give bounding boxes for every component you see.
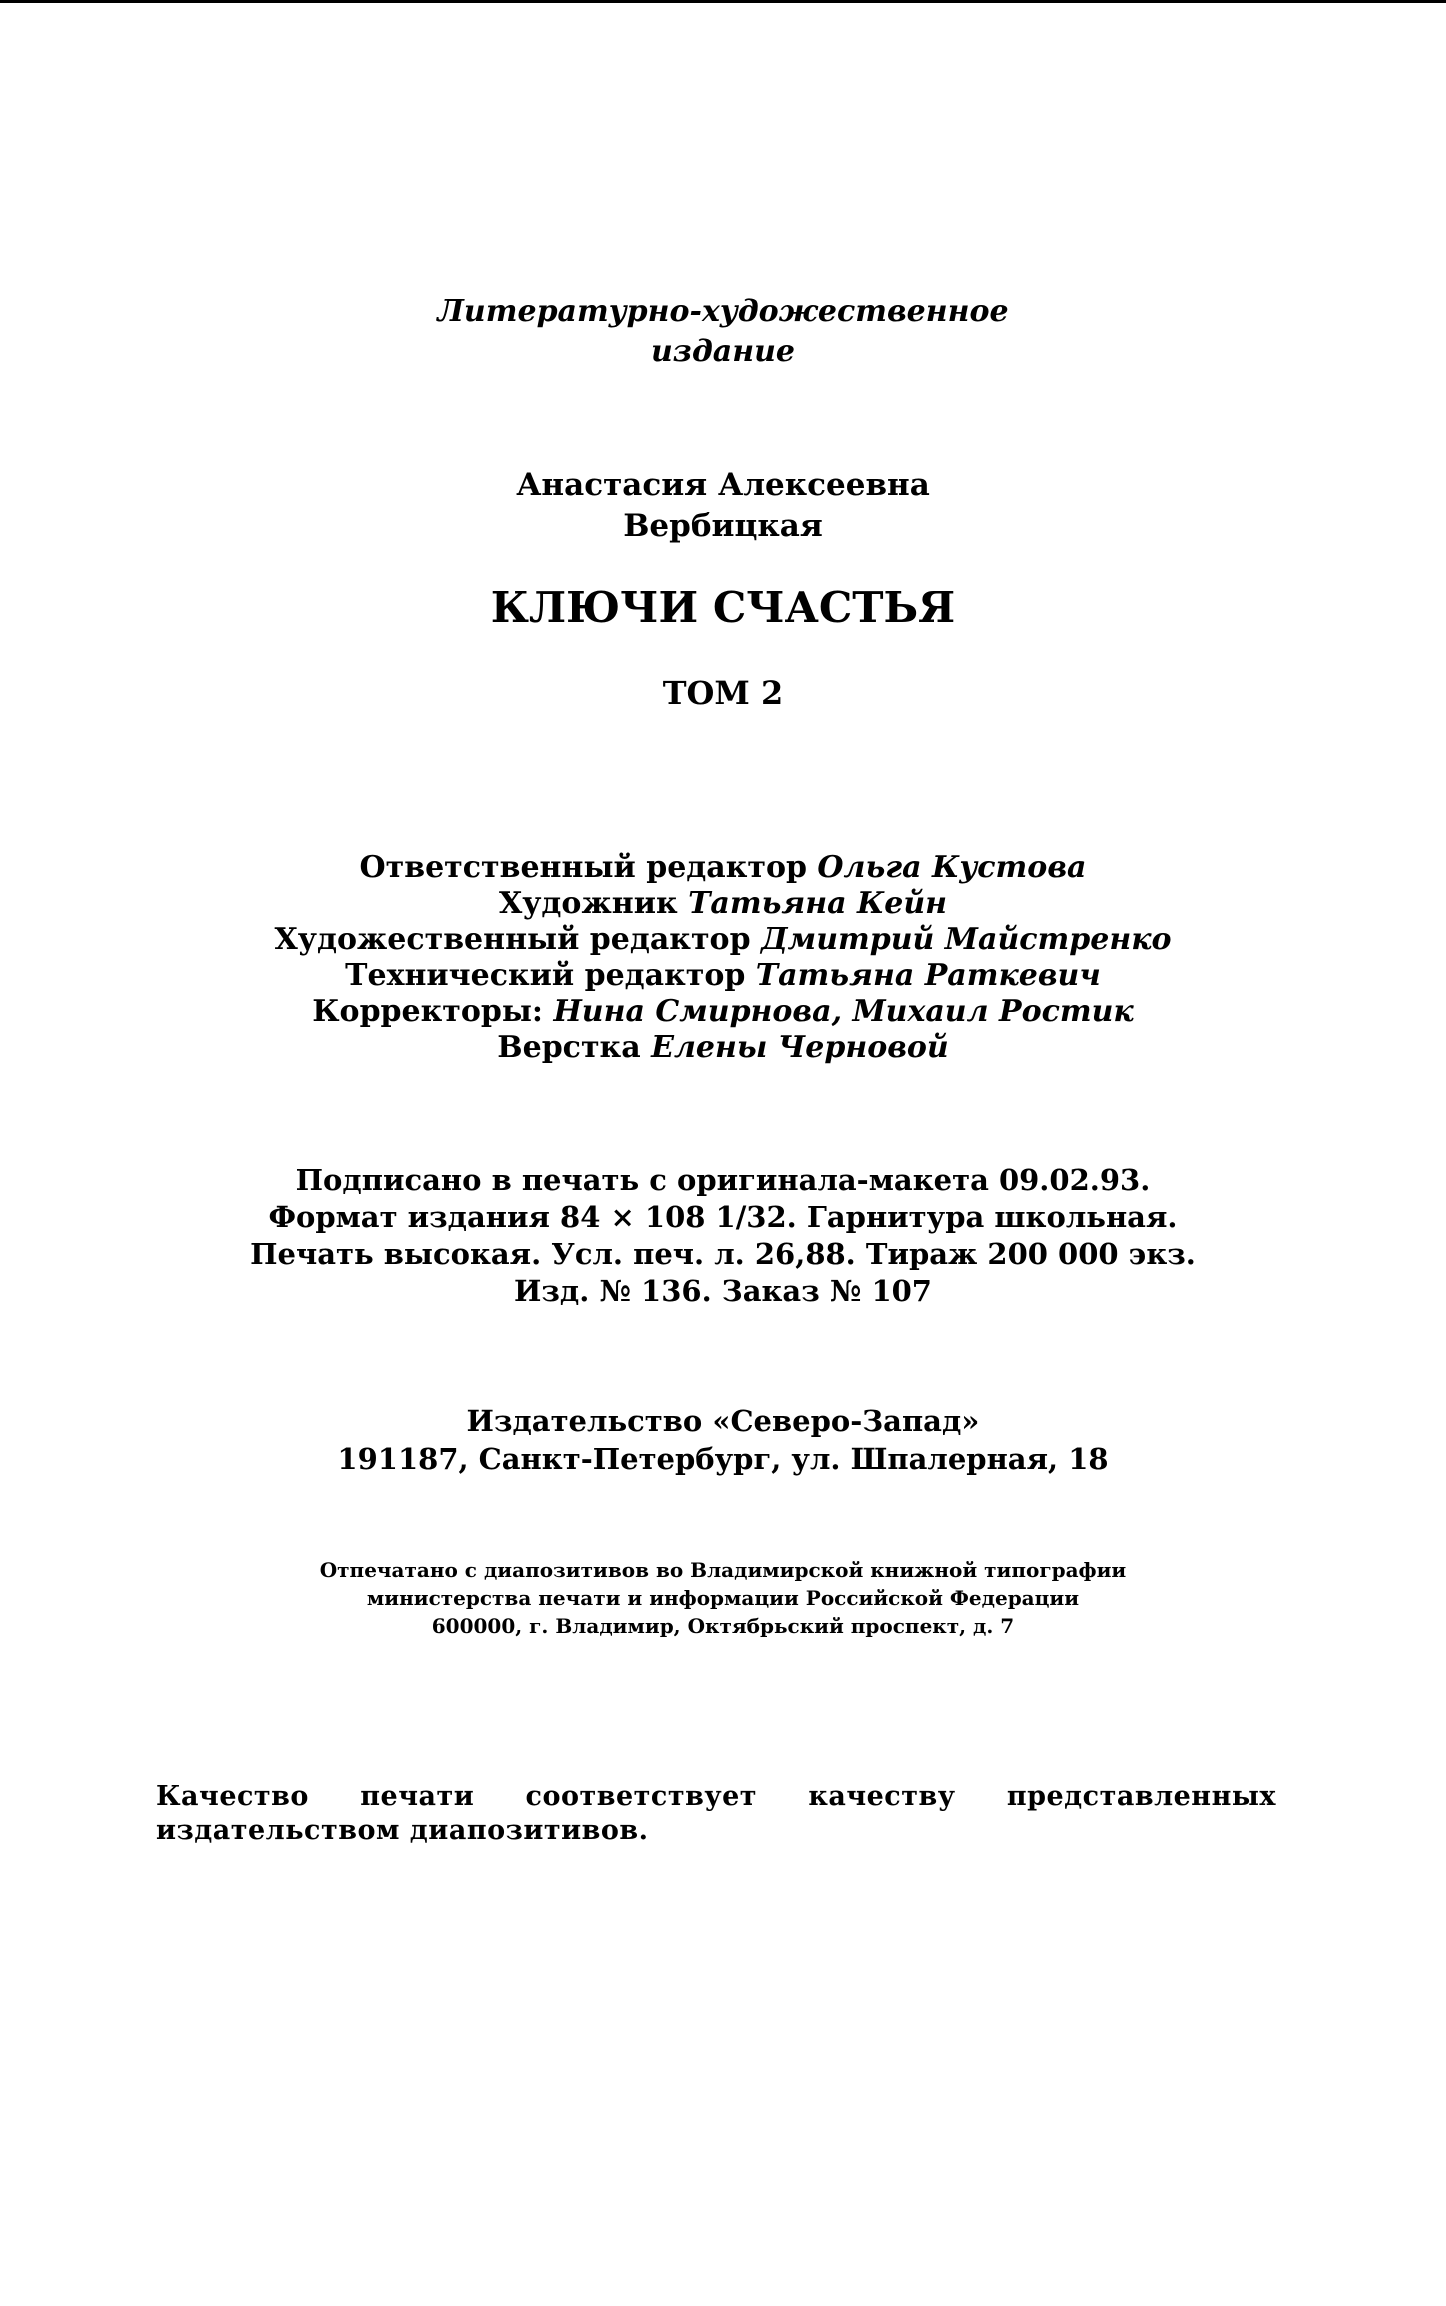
credit-person: Татьяна Кейн	[688, 886, 948, 921]
credit-role: Корректоры:	[312, 994, 543, 1029]
publisher-info	[0, 1402, 1446, 1478]
book-title: КЛЮЧИ СЧАСТЬЯ	[490, 583, 956, 632]
printer-line: 600000, г. Владимир, Октябрьский проспект, д. 7	[431, 1614, 1015, 1638]
print-info-line: Подписано в печать с оригинала-макета 09.02.93.	[295, 1163, 1151, 1197]
top-border-rule	[0, 0, 1446, 3]
print-info-line: Изд. № 136. Заказ № 107	[514, 1274, 932, 1308]
printer-line: министерства печати и информации Российской Федерации	[366, 1586, 1080, 1610]
print-info-line: Печать высокая. Усл. печ. л. 26,88. Тираж 200 000 экз.	[250, 1237, 1196, 1271]
credit-role: Художник	[498, 886, 678, 921]
credit-person: Татьяна Раткевич	[755, 958, 1101, 993]
credit-line	[0, 958, 1446, 994]
credit-line	[0, 1030, 1446, 1066]
edition-type-line: Литературно-художественное	[437, 294, 1009, 329]
credit-role: Верстка	[497, 1030, 641, 1065]
credit-person: Елены Черновой	[651, 1030, 949, 1065]
author-first-names: Анастасия Алексеевна	[516, 467, 930, 503]
print-info	[0, 1162, 1446, 1310]
publisher-address: 191187, Санкт-Петербург, ул. Шпалерная, 18	[337, 1442, 1109, 1476]
author-name	[0, 465, 1446, 547]
credit-role: Ответственный редактор	[359, 850, 807, 885]
credit-line	[0, 922, 1446, 958]
credit-line	[0, 994, 1446, 1030]
credit-line	[0, 850, 1446, 886]
publisher-name: Издательство «Северо-Запад»	[466, 1404, 980, 1438]
print-info-line: Формат издания 84 × 108 1/32. Гарнитура школьная.	[268, 1200, 1178, 1234]
credit-person: Нина Смирнова, Михаил Ростик	[553, 994, 1134, 1029]
printer-line: Отпечатано с диапозитивов во Владимирской книжной типографии	[319, 1558, 1127, 1582]
edition-type-line: издание	[650, 334, 796, 369]
print-quality-note: Качество печати соответствует качеству представленных издательством диапозитивов.	[156, 1781, 1276, 1846]
credit-role: Художественный редактор	[274, 922, 751, 957]
credit-role: Технический редактор	[345, 958, 746, 993]
credit-line	[0, 886, 1446, 922]
printer-info	[0, 1556, 1446, 1640]
author-surname: Вербицкая	[623, 508, 823, 544]
credit-person: Дмитрий Майстренко	[761, 922, 1172, 957]
volume-number: ТОМ 2	[662, 674, 784, 712]
credits-list	[0, 850, 1446, 1066]
credit-person: Ольга Кустова	[817, 850, 1087, 885]
edition-type	[0, 292, 1446, 372]
